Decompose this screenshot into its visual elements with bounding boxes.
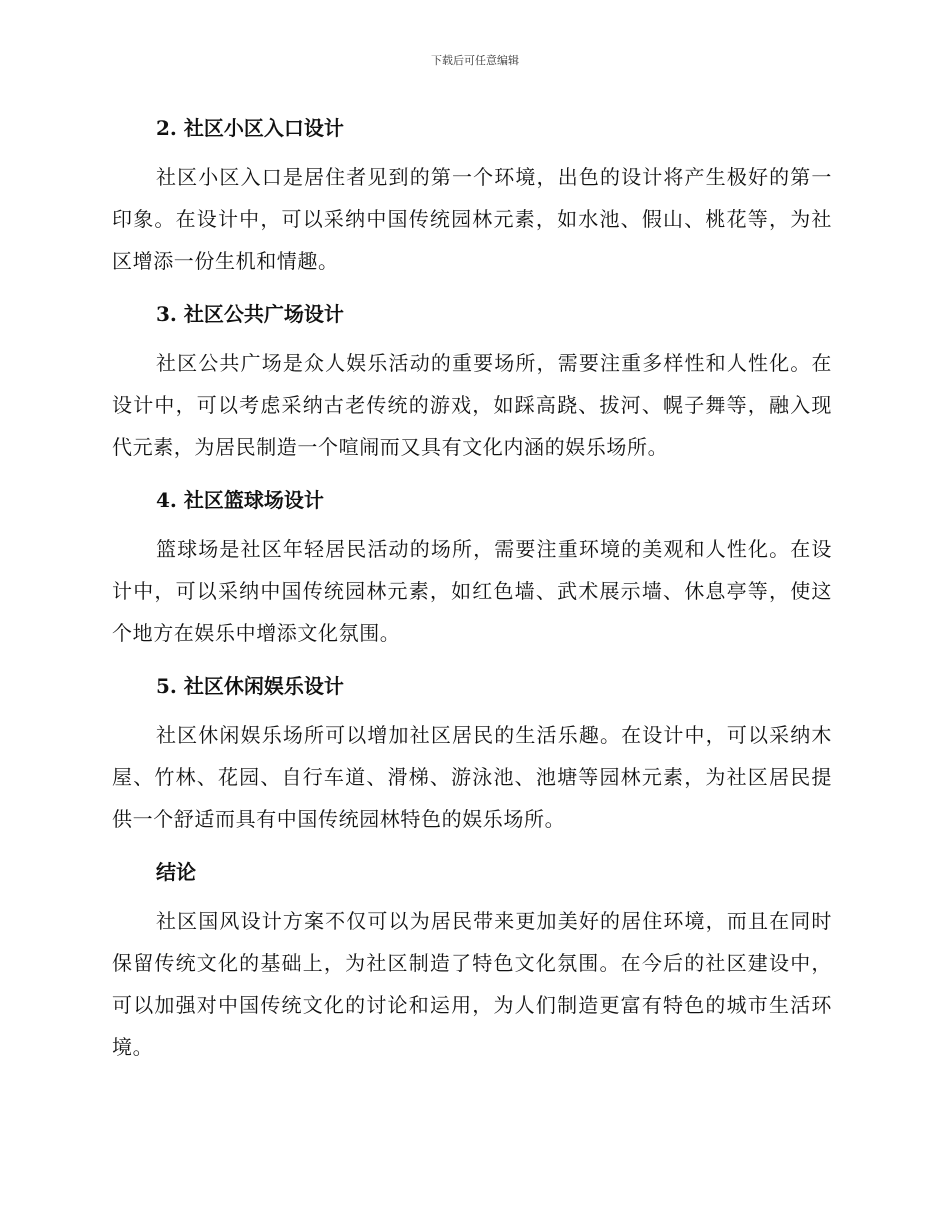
section-heading: 5. 社区休闲娱乐设计 xyxy=(156,674,344,698)
section-paragraph: 社区休闲娱乐场所可以增加社区居民的生活乐趣。在设计中，可以采纳木屋、竹林、花园、自行车道、滑梯、游泳池、池塘等园林元素，为社区居民提供一个舒适而具有中国传统园林特色的娱乐场所。 xyxy=(112,723,832,831)
section-paragraph: 社区国风设计方案不仅可以为居民带来更加美好的居住环境，而且在同时保留传统文化的基础上，为社区制造了特色文化氛围。在今后的社区建设中，可以加强对中国传统文化的讨论和运用，为人们制造更富有特色的城市生活环境。 xyxy=(112,909,832,1059)
page-header: 下载后可任意编辑 xyxy=(431,54,519,67)
section-heading: 4. 社区篮球场设计 xyxy=(156,488,324,512)
document-body xyxy=(112,108,832,1080)
section-leisure-design xyxy=(112,666,832,840)
section-heading: 2. 社区小区入口设计 xyxy=(156,116,344,140)
section-paragraph: 篮球场是社区年轻居民活动的场所，需要注重环境的美观和人性化。在设计中，可以采纳中国传统园林元素，如红色墙、武术展示墙、休息亭等，使这个地方在娱乐中增添文化氛围。 xyxy=(112,537,832,645)
section-entrance-design xyxy=(112,108,832,282)
section-paragraph: 社区公共广场是众人娱乐活动的重要场所，需要注重多样性和人性化。在设计中，可以考虑采纳古老传统的游戏，如踩高跷、拔河、幌子舞等，融入现代元素，为居民制造一个喧闹而又具有文化内涵的娱乐场所。 xyxy=(112,351,832,459)
section-conclusion xyxy=(112,852,832,1068)
section-basketball-court-design xyxy=(112,480,832,654)
section-heading: 3. 社区公共广场设计 xyxy=(156,302,344,326)
section-public-square-design xyxy=(112,294,832,468)
section-paragraph: 社区小区入口是居住者见到的第一个环境，出色的设计将产生极好的第一印象。在设计中，可以采纳中国传统园林元素，如水池、假山、桃花等，为社区增添一份生机和情趣。 xyxy=(112,165,832,273)
section-heading: 结论 xyxy=(156,860,196,884)
